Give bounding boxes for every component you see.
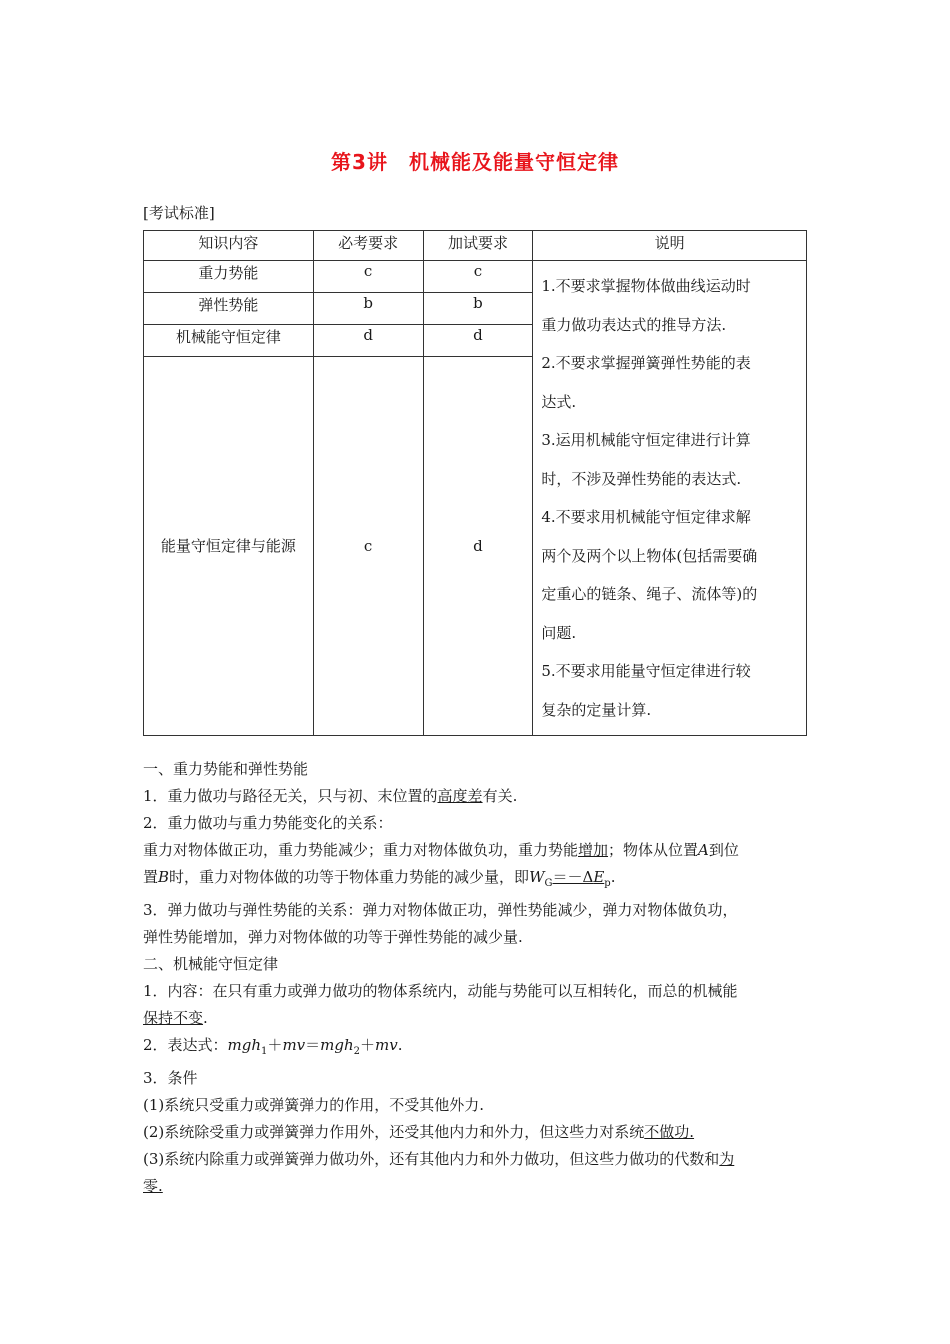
header-extra: 加试要求 bbox=[423, 231, 533, 261]
paragraph: (3)系统内除重力或弹簧弹力做功外，还有其他内力和外力做功，但这些力做功的代数和为 bbox=[143, 1150, 735, 1168]
work-symbol: W bbox=[529, 868, 545, 886]
note-line: 5.不要求用能量守恒定律进行较 bbox=[541, 662, 751, 680]
paragraph: 1．内容：在只有重力或弹力做功的物体系统内，动能与势能可以互相转化，而总的机械能 bbox=[143, 982, 738, 1000]
extra-cell: b bbox=[423, 292, 533, 324]
note-line: 1.不要求掌握物体做曲线运动时 bbox=[541, 277, 751, 295]
note-line: 时，不涉及弹性势能的表达式. bbox=[541, 469, 742, 488]
paragraph: 3．弹力做功与弹性势能的关系：弹力对物体做正功，弹性势能减少，弹力对物体做负功， bbox=[143, 901, 738, 919]
blank-answer: 高度差 bbox=[437, 787, 483, 805]
blank-answer: 为 bbox=[719, 1150, 735, 1168]
blank-answer: 不做功. bbox=[644, 1123, 695, 1141]
note-line: 2.不要求掌握弹簧弹性势能的表 bbox=[541, 354, 751, 372]
table-row bbox=[144, 261, 807, 293]
required-cell: d bbox=[313, 324, 423, 356]
extra-cell: c bbox=[423, 261, 533, 293]
topic-cell: 重力势能 bbox=[144, 261, 314, 293]
note-line: 定重心的链条、绳子、流体等)的 bbox=[541, 585, 758, 603]
blank-answer: 增加 bbox=[578, 841, 609, 859]
extra-cell: d bbox=[423, 324, 533, 356]
section-heading: 一、重力势能和弹性势能 bbox=[143, 760, 309, 778]
paragraph: (2)系统除受重力或弹簧弹力作用外，还受其他内力和外力，但这些力对系统不做功. bbox=[143, 1123, 695, 1141]
paragraph: 3．条件 bbox=[143, 1069, 198, 1087]
paragraph: 保持不变. bbox=[143, 1009, 208, 1027]
note-line: 两个及两个以上物体(包括需要确 bbox=[541, 546, 758, 565]
section-heading: 二、机械能守恒定律 bbox=[143, 955, 279, 973]
paragraph: (1)系统只受重力或弹簧弹力的作用，不受其他外力. bbox=[143, 1096, 485, 1114]
blank-answer: 保持不变 bbox=[143, 1009, 204, 1027]
page-title: 第3讲 机械能及能量守恒定律 bbox=[331, 150, 619, 174]
header-notes: 说明 bbox=[533, 231, 807, 261]
paragraph: 置B时，重力对物体做的功等于物体重力势能的减少量，即$W_G=-\Delta E_p$. bbox=[143, 868, 616, 889]
header-topic: 知识内容 bbox=[144, 231, 314, 261]
paragraph: 1．重力做功与路径无关，只与初、末位置的高度差有关. bbox=[143, 787, 518, 805]
table-header-row bbox=[144, 231, 807, 261]
note-line: 复杂的定量计算. bbox=[541, 700, 652, 719]
topic-cell: 能量守恒定律与能源 bbox=[144, 356, 314, 735]
paragraph: 重力对物体做正功，重力势能减少；重力对物体做负功，重力势能增加；物体从位置A到位 bbox=[143, 841, 739, 859]
note-line: 3.运用机械能守恒定律进行计算 bbox=[541, 431, 751, 449]
topic-cell: 弹性势能 bbox=[144, 292, 314, 324]
paragraph: 2．重力做功与重力势能变化的关系： bbox=[143, 814, 393, 832]
exam-standard-label: [考试标准] bbox=[143, 204, 215, 222]
paragraph: 弹性势能增加，弹力对物体做的功等于弹性势能的减少量. bbox=[143, 928, 523, 946]
formula-paragraph: 2．表达式：mgh$_1$＋mv＝mgh$_2$＋mv. bbox=[143, 1036, 403, 1057]
lecture-body bbox=[143, 756, 813, 1200]
paragraph bbox=[143, 1173, 813, 1200]
blank-answer: $=-\Delta E_p$ bbox=[552, 868, 611, 889]
extra-cell: d bbox=[423, 356, 533, 735]
note-line: 4.不要求用机械能守恒定律求解 bbox=[541, 508, 751, 526]
topic-cell: 机械能守恒定律 bbox=[144, 324, 314, 356]
exam-standard-table bbox=[143, 230, 807, 736]
blank-answer: 零. bbox=[143, 1177, 163, 1195]
note-line: 重力做功表达式的推导方法. bbox=[541, 315, 727, 334]
header-required: 必考要求 bbox=[313, 231, 423, 261]
note-line: 达式. bbox=[541, 392, 577, 411]
required-cell: c bbox=[313, 261, 423, 293]
required-cell: b bbox=[313, 292, 423, 324]
note-line: 问题. bbox=[541, 623, 577, 642]
required-cell: c bbox=[313, 356, 423, 735]
notes-cell bbox=[533, 261, 807, 736]
